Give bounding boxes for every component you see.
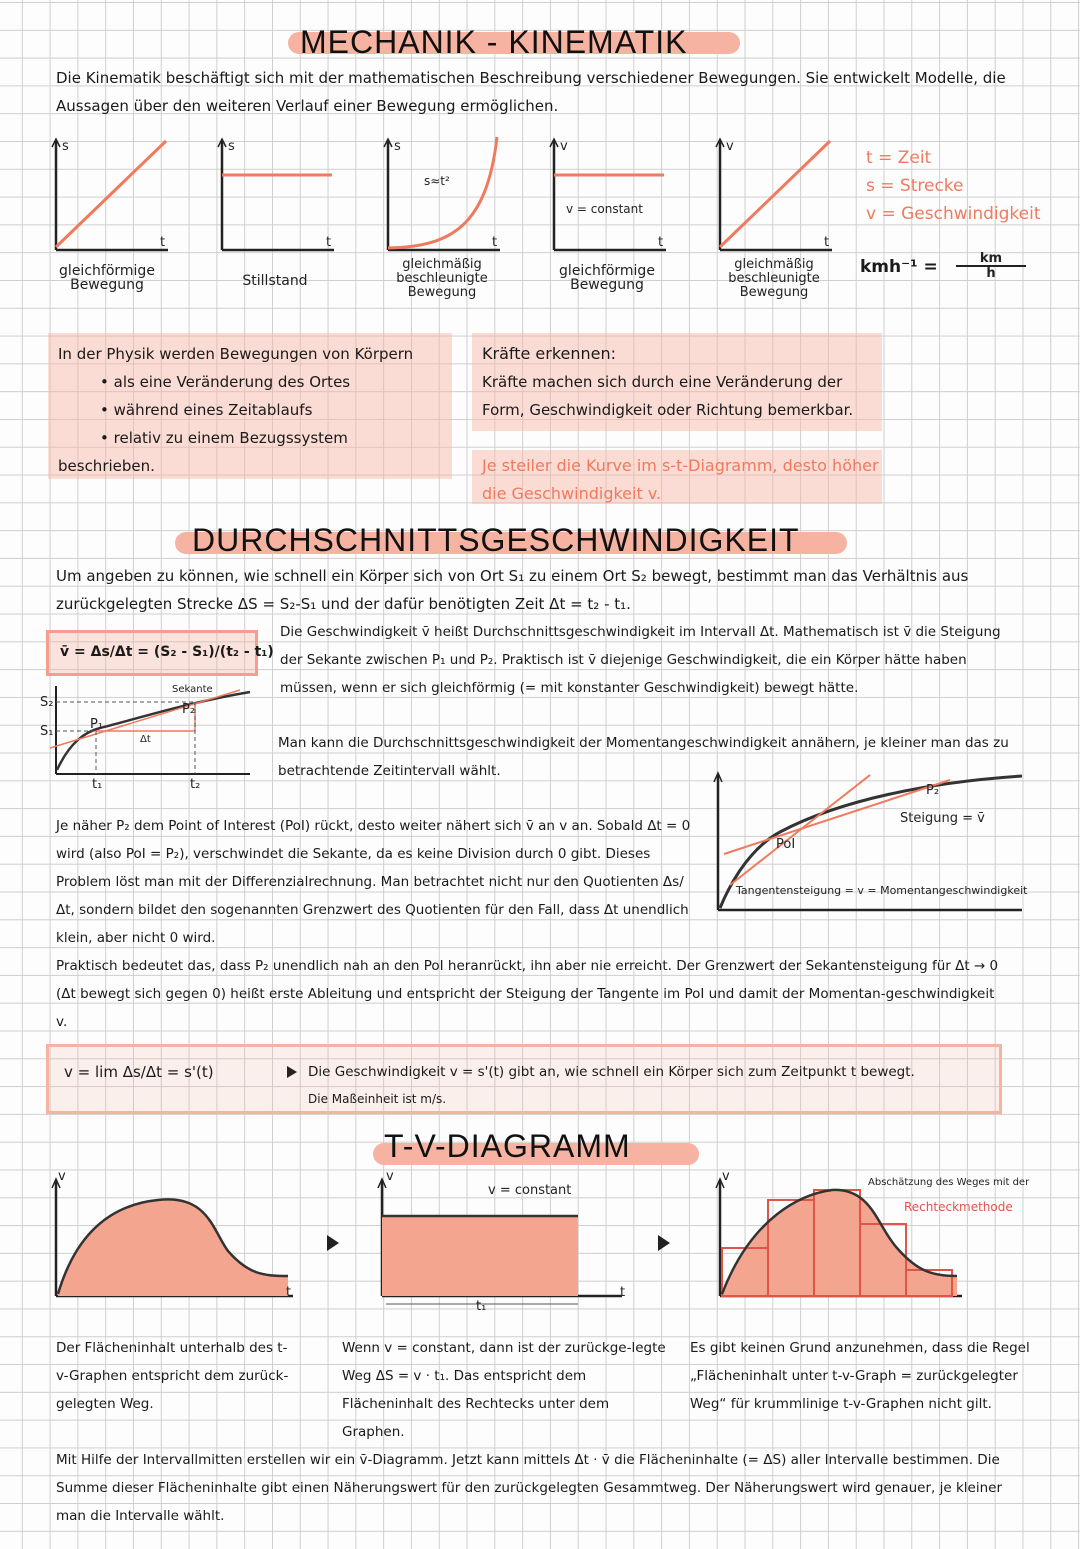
tv3-method: Rechteckmethode [904,1200,1013,1214]
physik-intro: In der Physik werden Bewegungen von Körpern [58,345,414,363]
secant-label: Sekante [172,684,213,695]
secant-p1: P₁ [90,717,104,732]
list-item: • als eine Veränderung des Ortes [100,368,448,396]
avg-para4: Praktisch bedeutet das, dass P₂ unendlich nah an den PoI heranrückt, ihn aber nie erreicht. Der Grenzwert der Sekantensteigung für Δt → 0 (Δt bewegt sich gegen 0) heißt erste Ableitung und entspricht der Steigung der Tangente im PoI und damit der Momentan-geschwindigkeit v. [56,958,999,1030]
graph4-caption: gleichförmige Bewegung [559,263,655,293]
avg-formula: v̄ = Δs/Δt = (S₂ - S₁)/(t₂ - t₁) [60,644,274,660]
tv2-constant: v = constant [488,1183,572,1198]
tangent-p2: P₂ [926,783,940,798]
graph3-ylabel: s [394,139,401,154]
tv3-ylabel: v [722,1169,730,1184]
graph5-ylabel: v [726,139,734,154]
tv3-note: Abschätzung des Weges mit der [868,1177,1030,1188]
tangent-label: Tangentensteigung = v = Momentangeschwindigkeit [736,884,1028,897]
tv-graph-curve [48,1176,298,1306]
secant-dt: Δt [140,734,151,745]
unit-numerator: km [979,251,1003,266]
tangent-steigung: Steigung = v̄ [900,811,985,826]
avg-para1: Die Geschwindigkeit v̄ heißt Durchschnittsgeschwindigkeit im Intervall Δt. Mathematisch ist v̄ die Steigung der Sekante zwischen P₁ und P₂. Praktisch ist v̄ diejenige Geschwindigkeit, die ein Körper hätte haben müssen, wenn er sich gleichförmig (= mit konstanter Geschwindigkeit) bewegt hätte. [280,624,1001,696]
graph3-annotation: s≈t² [424,174,450,188]
limit-text: Die Geschwindigkeit v = s'(t) gibt an, wie schnell ein Körper sich zum Zeitpunkt t bewegt. [308,1064,915,1080]
graph2-xlabel: t [326,235,332,250]
tv-text3: Es gibt keinen Grund anzunehmen, dass die Regel „Flächeninhalt unter t-v-Graph = zurückgelegter Weg“ für krummlinige t-v-Graphen nicht gilt. [690,1340,1030,1412]
section-title-tv: T-V-DIAGRAMM [384,1128,631,1164]
limit-formula: v = lim Δs/Δt = s'(t) [64,1063,214,1081]
secant-t1: t₁ [92,777,103,792]
tv1-ylabel: v [58,1169,66,1184]
tv-text1: Der Flächeninhalt unterhalb des t-v-Graphen entspricht dem zurück-gelegten Weg. [56,1340,289,1412]
tangent-poi: PoI [776,837,796,852]
physik-list [58,368,448,452]
graph5-xlabel: t [824,235,830,250]
page-title: MECHANIK - KINEMATIK [300,24,688,60]
legend-s: s = Strecke [866,176,964,196]
steigung-note: Je steiler die Kurve im s-t-Diagramm, desto höher die Geschwindigkeit v. [482,456,879,503]
tv1-xlabel: t [286,1285,292,1300]
graph3-xlabel: t [492,235,498,250]
secant-s2: S₂ [40,695,54,710]
graph2-caption: Stillstand [242,273,308,289]
tv-text2: Wenn v = constant, dann ist der zurückge-legte Weg ΔS = v · t₁. Das entspricht dem Flächeninhalt des Rechtecks unter dem Graphen. [342,1340,666,1440]
graph5-caption: gleichmäßig beschleunigte Bewegung [728,257,820,300]
arrow-icon [287,1066,297,1078]
avg-para3: Je näher P₂ dem Point of Interest (PoI) rückt, desto weiter nähert sich v̄ an v an. Sobald Δt = 0 wird (also PoI = P₂), verschwindet die Sekante, da es keine Division durch 0 gibt. Dieses Problem löst man mit der Differenzialrechnung. Man betrachtet nicht nur den Quotienten Δs/Δt, sondern bildet den sogenannten Grenzwert des Quotienten für den Fall, dass Δt unendlich klein, aber nicht 0 wird. [56,818,691,946]
secant-p2: P₂ [182,702,196,717]
tv2-ylabel: v [386,1169,394,1184]
limit-unit: Die Maßeinheit ist m/s. [308,1092,447,1106]
graph1-caption: gleichförmige Bewegung [59,263,155,293]
arrow-icon [327,1235,339,1251]
graph1-ylabel: s [62,139,69,154]
graph2-ylabel: s [228,139,235,154]
unit-fraction [956,252,1026,280]
graph4-annotation: v = constant [566,202,643,216]
section-title-durchschnitt: DURCHSCHNITTSGESCHWINDIGKEIT [192,522,800,558]
list-item: • relativ zu einem Bezugssystem [100,424,448,452]
physik-box-content [58,340,448,480]
tv2-t1: t₁ [476,1299,487,1314]
unit-denominator: h [986,266,996,281]
avg-intro: Um angeben zu können, wie schnell ein Körper sich von Ort S₁ zu einem Ort S₂ bewegt, bestimmt man das Verhältnis aus zurückgelegten Strecke ΔS = S₂-S₁ und der dafür benötigten Zeit Δt = t₂ - t₁. [56,567,969,613]
avg-para2: Man kann die Durchschnittsgeschwindigkeit der Momentangeschwindigkeit annähern, je kleiner man das zu betrachtende Zeitintervall wählt. [278,735,1009,779]
graph1-xlabel: t [160,235,166,250]
secant-s1: S₁ [40,724,54,739]
kraefte-title: Kräfte erkennen: [482,344,617,363]
tv-graph-rectangles [712,1176,972,1306]
unit-left: kmh⁻¹ = [860,257,938,277]
intro-text: Die Kinematik beschäftigt sich mit der mathematischen Beschreibung verschiedener Bewegungen. Sie entwickelt Modelle, die Aussagen über den weiteren Verlauf einer Bewegung ermöglichen. [56,69,1006,115]
physik-outro: beschrieben. [58,457,155,475]
list-item: • während eines Zeitablaufs [100,396,448,424]
graph3-caption: gleichmäßig beschleunigte Bewegung [396,257,488,300]
tv-summary: Mit Hilfe der Intervallmitten erstellen wir ein v̄-Diagramm. Jetzt kann mittels Δt · v̄ die Flächeninhalte (= ΔS) aller Intervalle bestimmen. Die Summe dieser Flächeninhalte gibt einen Näherungswert für den zurückgelegten Gesammtweg. Der Näherungswert wird genauer, je kleiner man die Intervalle wählt. [56,1452,1003,1524]
tv2-xlabel: t [620,1285,626,1300]
secant-t2: t₂ [190,777,201,792]
arrow-icon [658,1235,670,1251]
graph4-ylabel: v [560,139,568,154]
graph4-xlabel: t [658,235,664,250]
kraefte-text: Kräfte machen sich durch eine Veränderung der Form, Geschwindigkeit oder Richtung bemerkbar. [482,373,854,419]
legend-t: t = Zeit [866,148,932,168]
legend-v: v = Geschwindigkeit [866,204,1041,224]
